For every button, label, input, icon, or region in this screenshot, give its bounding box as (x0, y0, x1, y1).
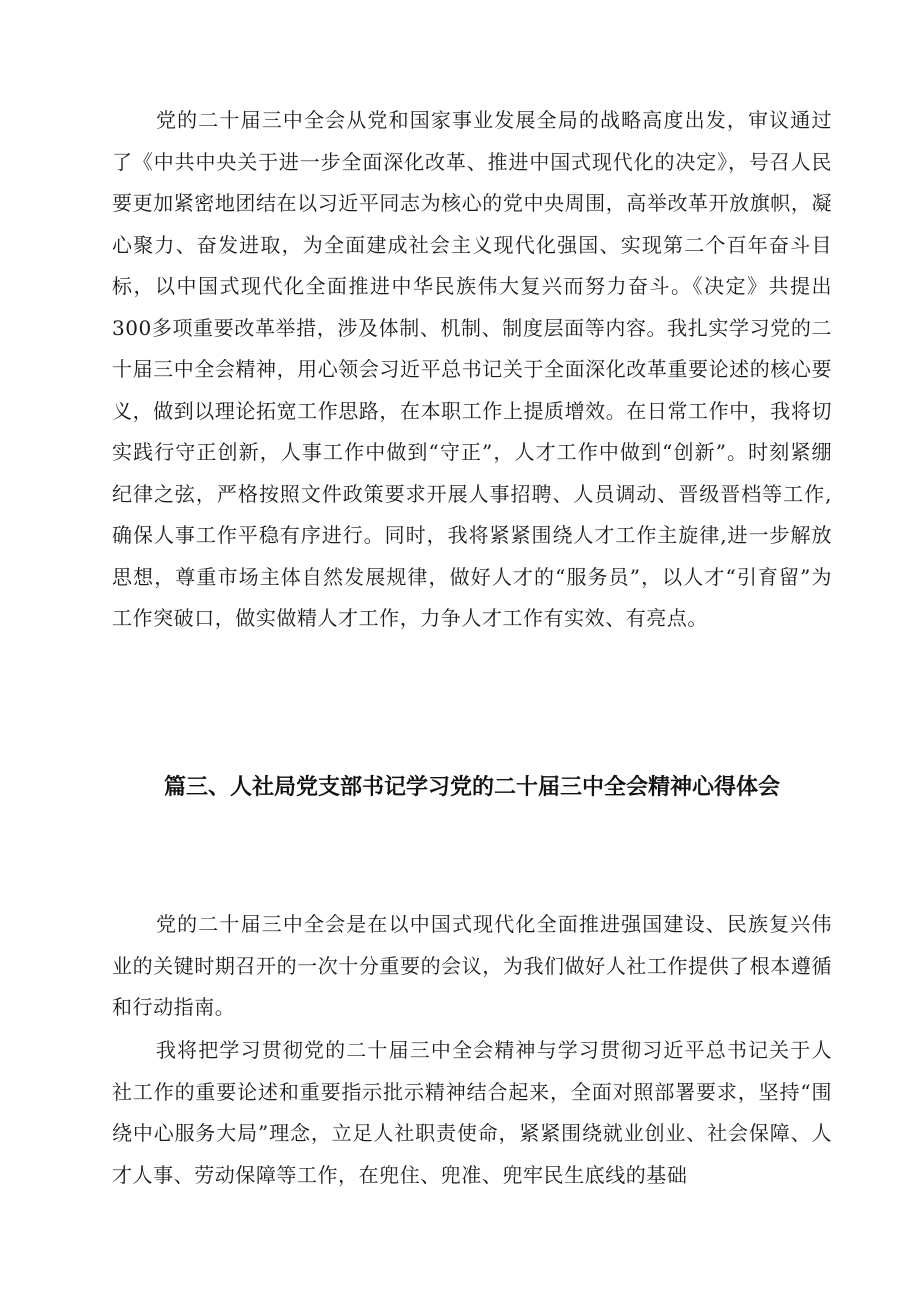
body-paragraph-2: 党的二十届三中全会是在以中国式现代化全面推进强国建设、民族复兴伟业的关键时期召开的一次十分重要的会议，为我们做好人社工作提供了根本遵循和行动指南。 (112, 912, 832, 1019)
body-paragraph-3: 我将把学习贯彻党的二十届三中全会精神与学习贯彻习近平总书记关于人社工作的重要论述和重要指示批示精神结合起来，全面对照部署要求，坚持“围绕中心服务大局”理念，立足人社职责使命，紧紧围绕就业创业、社会保障、人才人事、劳动保障等工作，在兜住、兜准、兜牢民生底线的基础 (112, 1038, 832, 1187)
section-heading: 篇三、人社局党支部书记学习党的二十届三中全会精神心得体会 (163, 775, 780, 800)
body-paragraph-1: 党的二十届三中全会从党和国家事业发展全局的战略高度出发，审议通过了《中共中央关于进一步全面深化改革、推进中国式现代化的决定》，号召人民要更加紧密地团结在以习近平同志为核心的党中央周围，高举改革开放旗帜，凝心聚力、奋发进取，为全面建成社会主义现代化强国、实现第二个百年奋斗目标，以中国式现代化全面推进中华民族伟大复兴而努力奋斗。《决定》共提出300多项重要改革举措，涉及体制、机制、制度层面等内容。我扎实学习党的二十届三中全会精神，用心领会习近平总书记关于全面深化改革重要论述的核心要义，做到以理论拓宽工作思路，在本职工作上提质增效。在日常工作中，我将切实践行守正创新，人事工作中做到“守正”，人才工作中做到“创新”。时刻紧绷纪律之弦，严格按照文件政策要求开展人事招聘、人员调动、晋级晋档等工作,确保人事工作平稳有序进行。同时，我将紧紧围绕人才工作主旋律,进一步解放思想，尊重市场主体自然发展规律，做好人才的“服务员”，以人才“引育留”为工作突破口，做实做精人才工作，力争人才工作有实效、有亮点。 (112, 108, 832, 630)
